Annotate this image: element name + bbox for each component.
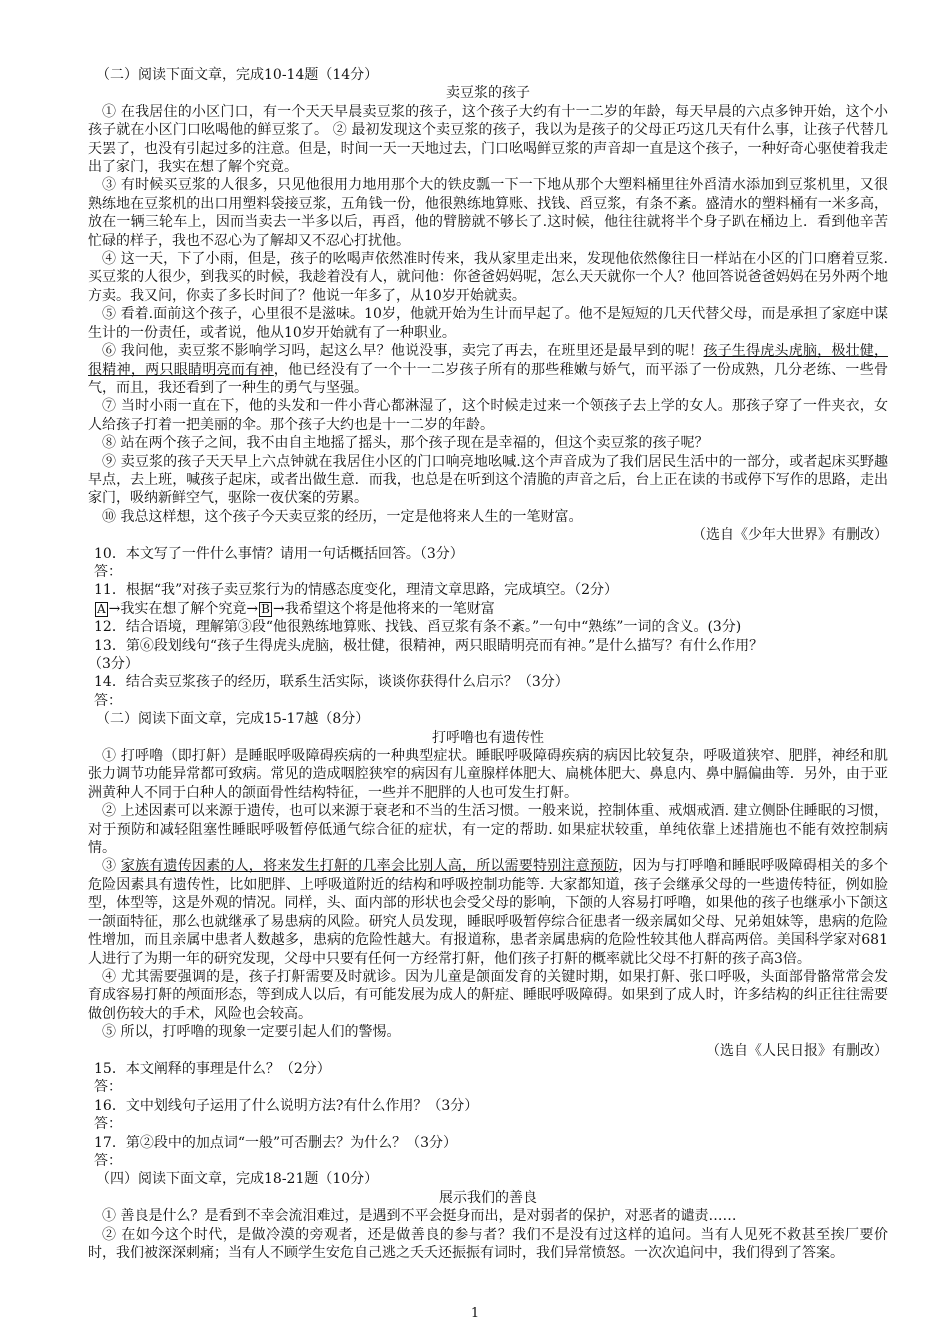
paragraph: ⑨ 卖豆浆的孩子天天早上六点钟就在我居住小区的门口响亮地吆喊.这个声音成为了我们居民生活中的一部分，或者起床买野趣早点，去上班，喊孩子起床，或者出做生意．而我，也总是在听到这个清脆的声音之后，台上正在读的书或停下写作的思路，走出家门，吸纳新鲜空气，驱除一夜伏案的劳累。: [88, 453, 888, 507]
answer-label: 答：: [94, 1152, 122, 1169]
question-13: 13．第⑥段划线句“孩子生得虎头虎脑，极壮健，很精神，两只眼睛明亮而有神。”是什么描写？有什么作用？: [94, 637, 764, 654]
answer-label: 答：: [94, 1116, 122, 1133]
question-12: 12．结合语境，理解第③段“他很熟练地算账、找钱、舀豆浆有条不紊。”一句中“熟练”一词的含义。(3分): [94, 619, 742, 636]
paragraph: ③ 有时候买豆浆的人很多，只见他很用力地用那个大的铁皮瓢一下一下地从那个大塑料桶里往外舀清水添加到豆浆机里，又很熟练地在豆浆机的出口用塑料袋接豆浆，五角钱一份，他很熟练地算账、找钱、舀豆浆，有条不紊。盛清水的塑料桶有一米多高，放在一辆三轮车上，因而当卖去一半多以后，再舀，他的臂膀就不够长了.这时候，他往往就将半个身子趴在桶边上．看到他辛苦忙碌的样子，我也不忍心为了解却又不忍心打扰他。: [88, 177, 888, 249]
question-13-points: （3分）: [88, 656, 139, 672]
blank-box-b: B: [261, 601, 270, 616]
flow-text-2: →我希望这个将是他将来的一笔财富: [272, 600, 495, 617]
answer-label: 答：: [94, 563, 122, 580]
section-heading: （四）阅读下面文章，完成18-21题（10分）: [96, 1171, 379, 1188]
question-17: 17．第②段中的加点词“一般”可否删去？为什么？（3分）: [94, 1134, 458, 1151]
answer-label: 答：: [94, 692, 122, 709]
article-title: 打呼噜也有遗传性: [432, 729, 544, 746]
paragraph: ⑤ 所以，打呼噜的现象一定要引起人们的警惕。: [102, 1024, 401, 1041]
paragraph: ① 打呼噜（即打鼾）是睡眠呼吸障碍疾病的一种典型症状。睡眠呼吸障碍疾病的病因比较复杂，呼吸道狭窄、肥胖，神经和肌张力调节功能异常都可致病。常见的造成咽腔狭窄的病因有儿童腺样体肥大、扁桃体肥大、鼻息内、鼻中膈偏曲等．另外，由于亚洲黄种人不同于白种人的颌面骨性结构特征，一些并不肥胖的人也可发生打鼾。: [88, 748, 888, 801]
paragraph: ④ 这一天，下了小雨，但是，孩子的吆喝声依然准时传来，我从家里走出来，发现他依然像往日一样站在小区的门口磨着豆浆.买豆浆的人很少，到我买的时候，我趁着没有人，就问他：你爸爸妈妈呢，怎么天天就你一个人？他回答说爸爸妈妈在另外两个地方卖。我又问，你卖了多长时间了？他说一年多了，从10岁开始就卖。: [88, 251, 888, 304]
flow-text-1: →我实在想了解个究竟→: [108, 600, 259, 617]
paragraph: ⑦ 当时小雨一直在下，他的头发和一件小背心都淋湿了，这个时候走过来一个领孩子去上学的女人。那孩子穿了一件夹衣，女人给孩子打着一把美丽的伞。那个孩子大约也是十一二岁的年龄。: [88, 398, 888, 433]
blank-box-a: A: [97, 601, 106, 616]
paragraph-6-end: ，他已经没有了一个十一二岁孩子所有的那些稚嫩与娇气，而平添了一份成熟，几分老练、一些骨气，而且，我还看到了一种生的勇气与坚强。: [88, 361, 888, 396]
underlined-sentence: 孩子生得虎头虎脑，极壮健，很精神，两只眼睛明亮而有神: [88, 343, 889, 378]
section-heading: （二）阅读下面文章，完成10-14题（14分）: [96, 67, 379, 83]
source-note: （选自《人民日报》有删改）: [706, 1042, 888, 1059]
paragraph-6: [88, 342, 888, 397]
paragraph-3-end: ，因为与打呼噜和睡眠呼吸障碍相关的多个危险因素具有遗传性，比如肥胖、上呼吸道附近的结构和呼吸控制功能等. 大家都知道，孩子会继承父母的一些遗传特征，例如脸型，体型等，这是外观的情况。同样，头、面内部的形状也会受父母的影响，下颌的人容易打呼噜，如果他的孩子也继承小下颌这一颌面特征，那么也就继承了易患病的风险。研究人员发现，睡眠呼吸暂停综合征患者一级亲属如父母、兄弟姐妹等，患病的危险性增加，而且亲属中患者人数越多，患病的危险性越大。有报道称，患者亲属患病的危险性较其他人群高两倍。美国科学家对681人进行了为期一年的研究发现，父母中只要有任何一方经常打鼾，他们孩子打鼾的概率就比父母不打鼾的孩子高3倍。: [88, 858, 889, 967]
question-15: 15．本文阐释的事理是什么？（2分）: [94, 1060, 331, 1077]
document-page: [88, 66, 888, 1262]
section-heading: （二）阅读下面文章，完成15-17越（8分）: [96, 711, 370, 728]
source-note: （选自《少年大世界》有删改）: [692, 527, 888, 544]
article-title: 展示我们的善良: [439, 1189, 537, 1206]
paragraph: ⑧ 站在两个孩子之间，我不由自主地摇了摇头，那个孩子现在是幸福的，但这个卖豆浆的孩子呢？: [102, 435, 709, 452]
paragraph: ① 在我居住的小区门口，有一个天天早晨卖豆浆的孩子，这个孩子大约有十一二岁的年龄，每天早晨的六点多钟开始，这个小孩子就在小区门口吆喝他的鲜豆浆了。 ② 最初发现这个卖豆浆的孩子，我以为是孩子的父母正巧这几天有什么事，让孩子代替几天罢了，也没有引起过多的注意。但是，时间一天一天地过去，门口吆喝鲜豆浆的声音却一直是这个孩子，一种好奇心驱使着我走出了家门，我实在想了解个究竟。: [88, 103, 888, 176]
flow-chart: [88, 600, 888, 618]
paragraph-6-start: ⑥ 我问他，卖豆浆不影响学习吗，起这么早？他说没事，卖完了再去，在班里还是最早到的呢！: [102, 343, 704, 360]
question-16: 16．文中划线句子运用了什么说明方法?有什么作用？（3分）: [94, 1097, 479, 1114]
page-number: 1: [470, 1306, 480, 1321]
paragraph: ⑤ 看着.面前这个孩子，心里很不是滋味。10岁，他就开始为生计而早起了。他不是短短的几天代替父母，而是承担了家庭中谋生计的一份责任，或者说，他从10岁开始就有了一种职业。: [88, 306, 888, 341]
question-10: 10．本文写了一件什么事情？请用一句话概括回答。（3分）: [94, 545, 464, 562]
question-11: 11．根据“我”对孩子卖豆浆行为的情感态度变化，理清文章思路，完成填空。（2分）: [94, 582, 619, 599]
article-title: 卖豆浆的孩子: [446, 85, 530, 102]
paragraph: ④ 尤其需要强调的是，孩子打鼾需要及时就诊。因为儿童是颌面发育的关键时期，如果打鼾、张口呼吸，头面部骨骼常常会发育成容易打鼾的颅面形态，等到成人以后，有可能发展为成人的鼾症、睡眠呼吸障碍。如果到了成人时，许多结构的纠正往往需要做创伤较大的手术，风险也会较高。: [88, 968, 888, 1022]
underlined-sentence: 家族有遗传因素的人，将来发生打鼾的几率会比别人高，所以需要特别注意预防: [120, 858, 619, 875]
paragraph: ① 善良是什么？是看到不幸会流泪难过，是遇到不平会挺身而出，是对弱者的保护，对恶者的谴责……: [102, 1208, 737, 1225]
paragraph-3: [88, 857, 888, 967]
question-14: 14．结合卖豆浆孩子的经历，联系生活实际，谈谈你获得什么启示？（3分）: [94, 674, 569, 691]
paragraph: ② 在如今这个时代，是做冷漠的旁观者，还是做善良的参与者？我们不是没有过这样的追问。当有人见死不救甚至挨厂要价时，我们被深深刺痛；当有人不顾学生安危自己逃之夭夭还振振有词时，我们异常愤怒。一次次追问中，我们得到了答案。: [88, 1226, 888, 1261]
paragraph-3-start: ③: [102, 858, 121, 875]
paragraph: ⑩ 我总这样想，这个孩子今天卖豆浆的经历，一定是他将来人生的一笔财富。: [102, 508, 583, 525]
answer-label: 答：: [94, 1079, 122, 1096]
paragraph: ② 上述因素可以来源于遗传，也可以来源于衰老和不当的生活习惯。一般来说，控制体重、戒烟戒酒. 建立侧卧住睡眠的习惯，对于预防和减轻阻塞性睡眠呼吸暂停低通气综合征的症状，有一定的帮助. 如果症状较重，单纯依靠上述措施也不能有效控制病情。: [88, 803, 888, 857]
